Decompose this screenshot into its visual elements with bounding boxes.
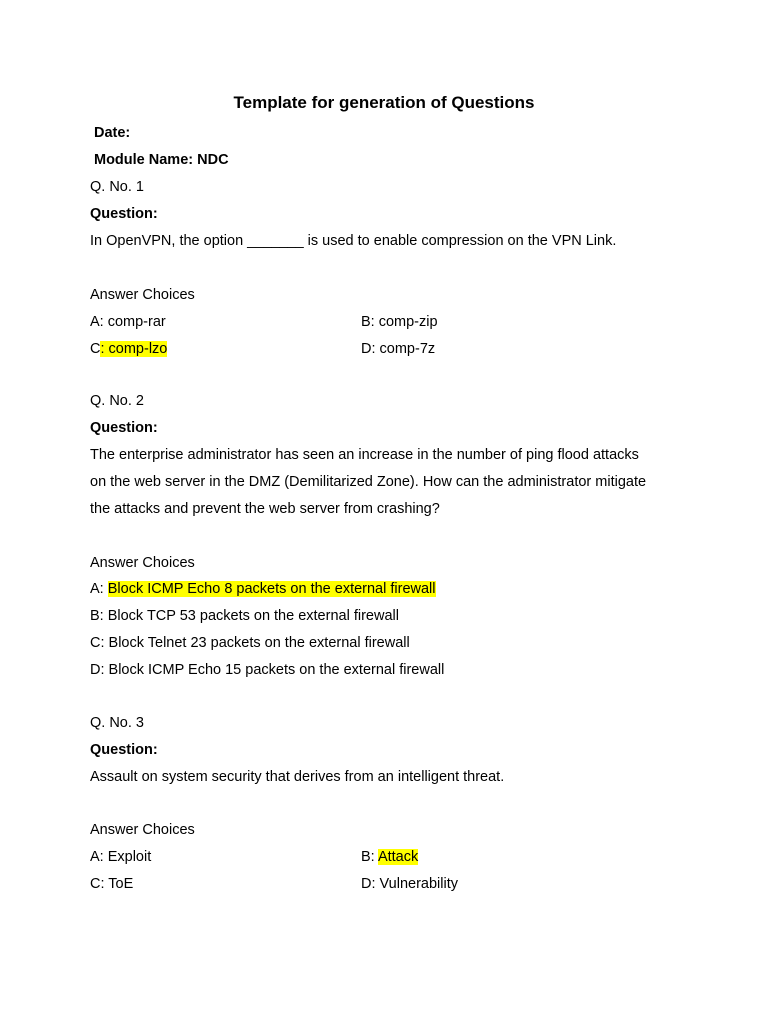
question-2-choice-a <box>90 579 436 599</box>
correct-answer-highlight: Attack <box>377 849 419 865</box>
question-1-number: Q. No. 1 <box>90 179 144 195</box>
choice-text: B: <box>361 849 378 865</box>
question-3-number: Q. No. 3 <box>90 715 144 731</box>
choice-text: D: Vulnerability <box>361 876 458 892</box>
question-1-choice-a <box>90 312 166 332</box>
question-2-answer-choices-label: Answer Choices <box>90 555 195 571</box>
question-3-label: Question: <box>90 742 158 758</box>
question-3-choice-b <box>361 847 418 867</box>
question-1-text: In OpenVPN, the option _______ is used to enable compression on the VPN Link. <box>90 233 617 249</box>
question-3-text: Assault on system security that derives from an intelligent threat. <box>90 769 505 785</box>
choice-text: A: Exploit <box>90 849 152 865</box>
question-2-choice-d <box>90 660 444 680</box>
choice-text: C: Block Telnet 23 packets on the external firewall <box>90 635 410 651</box>
question-2-choice-b <box>90 606 399 626</box>
question-2-text-line-1: The enterprise administrator has seen an increase in the number of ping flood attacks <box>90 447 639 463</box>
correct-answer-highlight: Block ICMP Echo 8 packets on the external firewall <box>107 581 436 597</box>
choice-text: D: comp-7z <box>361 341 436 357</box>
choice-text: B: Block TCP 53 packets on the external firewall <box>90 608 399 624</box>
date-label: Date: <box>94 125 131 141</box>
question-1-label: Question: <box>90 206 158 222</box>
question-3-answer-choices-label: Answer Choices <box>90 822 195 838</box>
module-name-label: Module Name: NDC <box>94 152 229 168</box>
document-title: Template for generation of Questions <box>233 93 535 112</box>
choice-text: B: comp-zip <box>361 314 438 330</box>
choice-text: C <box>90 341 101 357</box>
question-3-choice-d <box>361 874 458 894</box>
choice-text: A: comp-rar <box>90 314 166 330</box>
correct-answer-highlight: : comp-lzo <box>100 341 168 357</box>
question-1-choice-b <box>361 312 438 332</box>
question-2-choice-c <box>90 633 410 653</box>
question-1-answer-choices-label: Answer Choices <box>90 287 195 303</box>
question-1-choice-d <box>361 339 435 359</box>
question-3-choice-c <box>90 874 133 894</box>
question-2-text-line-3: the attacks and prevent the web server from crashing? <box>90 501 440 517</box>
choice-text: A: <box>90 581 108 597</box>
choice-text: D: Block ICMP Echo 15 packets on the external firewall <box>90 662 445 678</box>
question-2-number: Q. No. 2 <box>90 393 144 409</box>
choice-text: C: ToE <box>90 876 134 892</box>
question-3-choice-a <box>90 847 151 867</box>
question-2-text-line-2: on the web server in the DMZ (Demilitarized Zone). How can the administrator mitigate <box>90 474 647 490</box>
question-1-choice-c <box>90 339 167 359</box>
question-2-label: Question: <box>90 420 158 436</box>
